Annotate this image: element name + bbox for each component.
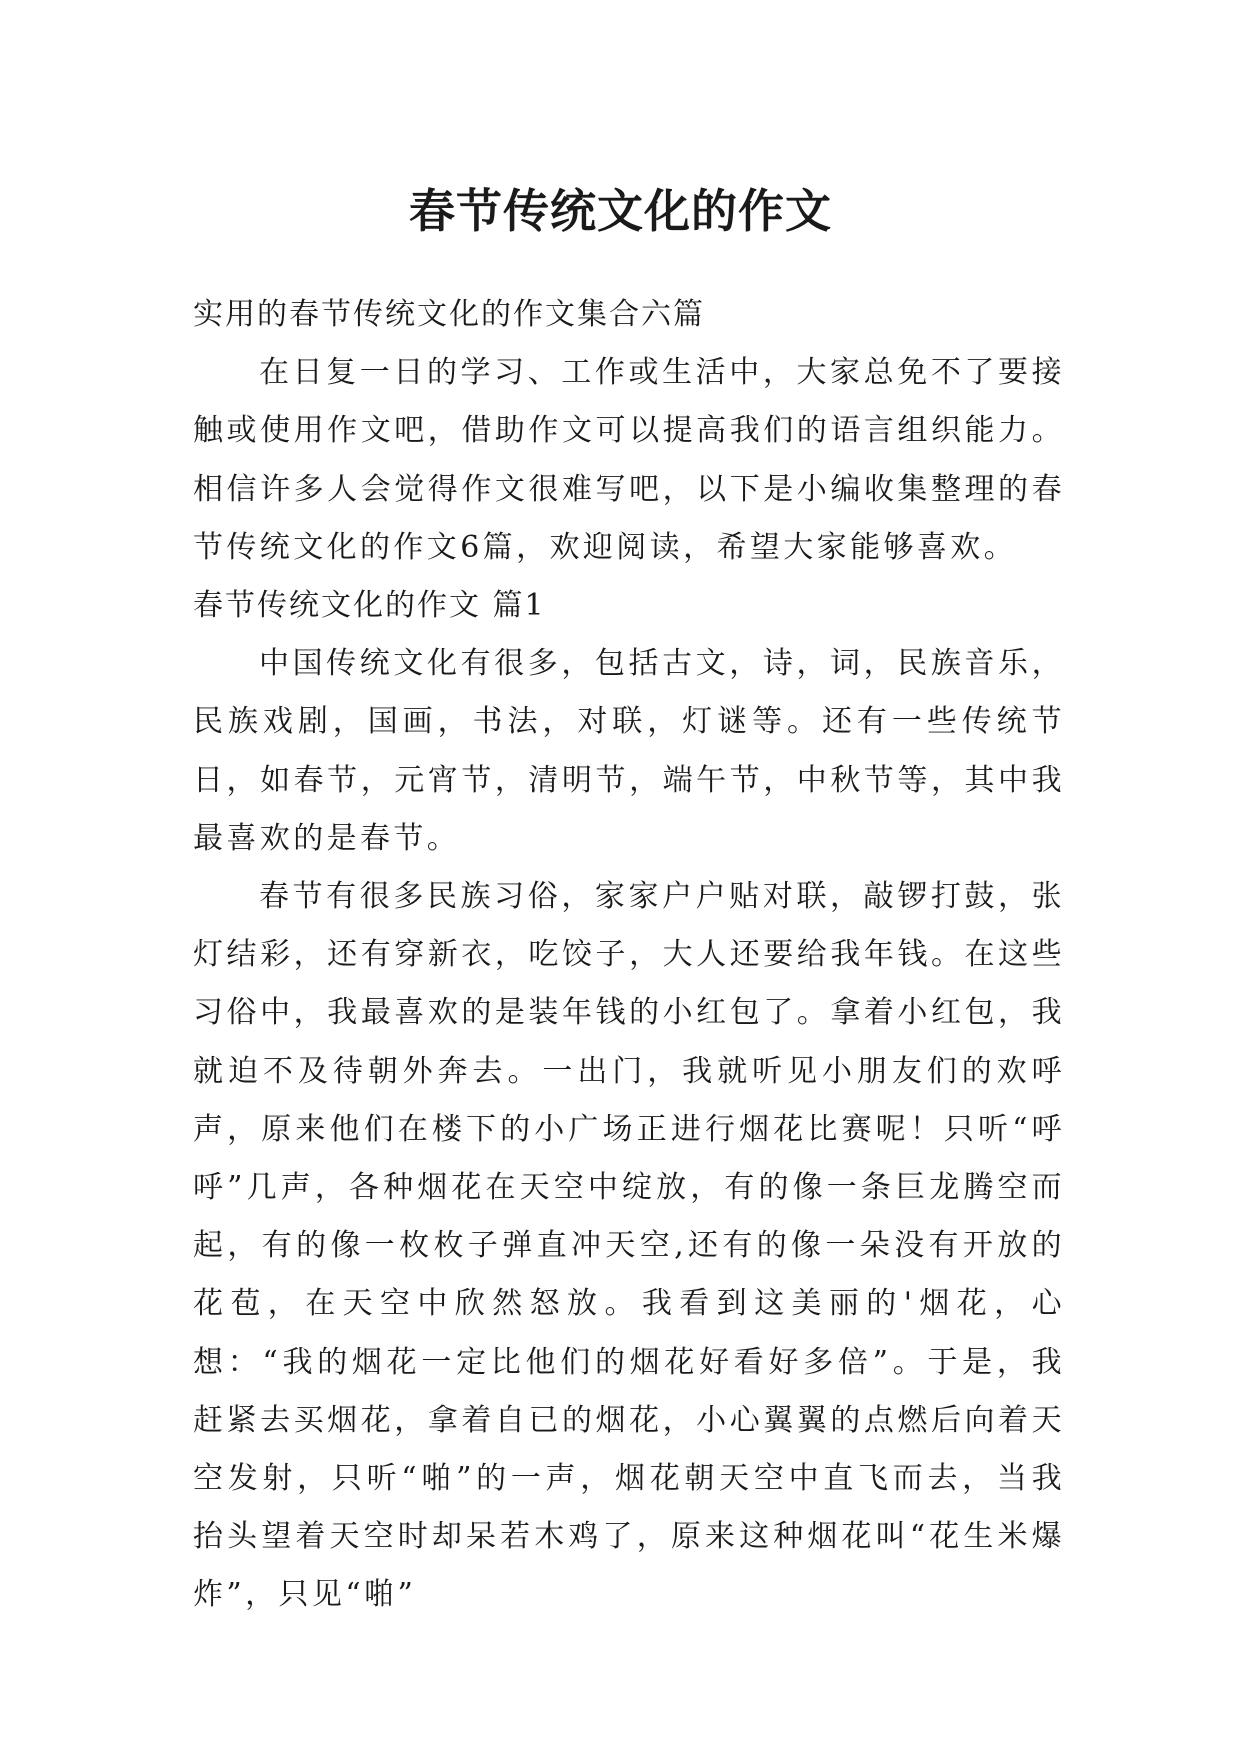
document-body	[193, 286, 1065, 1625]
body-paragraph: 春节有很多民族习俗，家家户户贴对联，敲锣打鼓，张灯结彩，还有穿新衣，吃饺子，大人还要给我年钱。在这些习俗中，我最喜欢的是装年钱的小红包了。拿着小红包，我就迫不及待朝外奔去。一出门，我就听见小朋友们的欢呼声，原来他们在楼下的小广场正进行烟花比赛呢！只听“呼呼”几声，各种烟花在天空中绽放，有的像一条巨龙腾空而起，有的像一枚枚子弹直冲天空,还有的像一朵没有开放的花苞，在天空中欣然怒放。我看到这美丽的'烟花，心想：“我的烟花一定比他们的烟花好看好多倍”。于是，我赶紧去买烟花，拿着自已的烟花，小心翼翼的点燃后向着天空发射，只听“啪”的一声，烟花朝天空中直飞而去，当我抬头望着天空时却呆若木鸡了，原来这种烟花叫“花生米爆炸”，只见“啪”	[193, 879, 1065, 1613]
document-subtitle: 实用的春节传统文化的作文集合六篇	[193, 297, 705, 332]
body-paragraph: 中国传统文化有很多，包括古文，诗，词，民族音乐，民族戏剧，国画，书法，对联，灯谜等。还有一些传统节日，如春节，元宵节，清明节，端午节，中秋节等，其中我最喜欢的是春节。	[193, 646, 1065, 856]
intro-paragraph: 在日复一日的学习、工作或生活中，大家总免不了要接触或使用作文吧，借助作文可以提高我们的语言组织能力。相信许多人会觉得作文很难写吧，以下是小编收集整理的春节传统文化的作文6篇，欢迎阅读，希望大家能够喜欢。	[193, 355, 1065, 565]
section-heading: 春节传统文化的作文 篇1	[193, 588, 546, 624]
document-title: 春节传统文化的作文	[409, 183, 832, 238]
